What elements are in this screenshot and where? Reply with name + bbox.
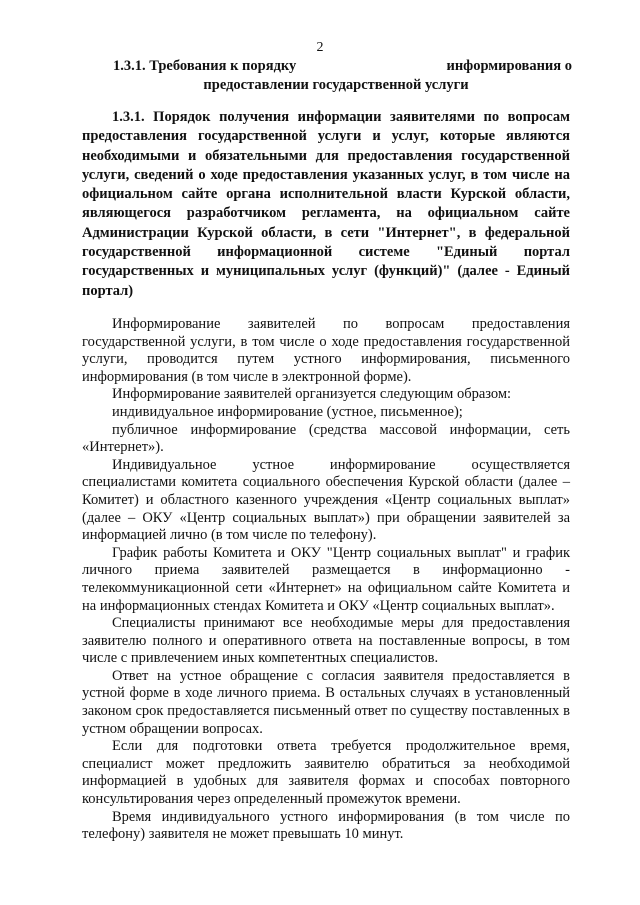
paragraph: Время индивидуального устного информирования (в том числе по телефону) заявителя не может превышать 10 минут. <box>82 808 570 843</box>
paragraph: публичное информирование (средства массовой информации, сеть «Интернет»). <box>82 421 570 456</box>
section-heading-right: информирования о <box>446 58 572 74</box>
paragraph: индивидуальное информирование (устное, письменное); <box>112 403 463 420</box>
body-text <box>82 316 570 844</box>
section-heading-line2: предоставлении государственной услуги <box>203 77 469 93</box>
subsection-heading: 1.3.1. Порядок получения информации заявителями по вопросам предоставления государственной услуги и услуг, которые являются необходимыми и обязательными для предоставления государственной услуги, сведений о ходе предоставления указанных услуг, в том числе на официальном сайте органа исполнительной власти Курской области, являющегося разработчиком регламента, на официальном сайте Администрации Курской области, в сети "Интернет", в федеральной государственной информационной системе "Единый портал государственных и муниципальных услуг (функций)" (далее - Единый портал) <box>82 109 570 299</box>
page-number: 2 <box>316 40 324 55</box>
paragraph: Информирование заявителей организуется следующим образом: <box>112 386 512 403</box>
section-heading-line1 <box>80 57 580 76</box>
paragraph: Ответ на устное обращение с согласия заявителя предоставляется в устной форме в ходе личного приема. В остальных случаях в установленный законом срок предоставляется письменный ответ по существу поставленных в устном обращении вопросах. <box>82 667 570 737</box>
section-heading-left: 1.3.1. Требования к порядку <box>113 58 297 74</box>
paragraph: График работы Комитета и ОКУ "Центр социальных выплат" и график личного приема заявителей размещается в информационно - телекоммуникационной сети «Интернет» на официальном сайте Комитета и на информационных стендах Комитета и ОКУ «Центр социальных выплат». <box>82 544 570 614</box>
section-heading <box>80 57 580 95</box>
paragraph: Если для подготовки ответа требуется продолжительное время, специалист может предложить заявителю обратиться за необходимой информацией в удобных для заявителя формах и способах повторного консультирования через определенный промежуток времени. <box>82 738 570 808</box>
paragraph: Специалисты принимают все необходимые меры для предоставления заявителю полного и оперативного ответа на поставленные вопросы, в том числе с привлечением иных компетентных специалистов. <box>82 615 570 667</box>
paragraph: Информирование заявителей по вопросам предоставления государственной услуги, в том числе о ходе предоставления государственной услуги, проводится путем устного информирования, письменного информирования (в том числе в электронной форме). <box>82 316 570 385</box>
paragraph: Индивидуальное устное информирование осуществляется специалистами комитета социального обеспечения Курской области (далее – Комитет) и областного казенного учреждения «Центр социальных выплат» (далее – ОКУ «Центр социальных выплат») при обращении заявителей за информацией лично (в том числе по телефону). <box>82 456 570 544</box>
